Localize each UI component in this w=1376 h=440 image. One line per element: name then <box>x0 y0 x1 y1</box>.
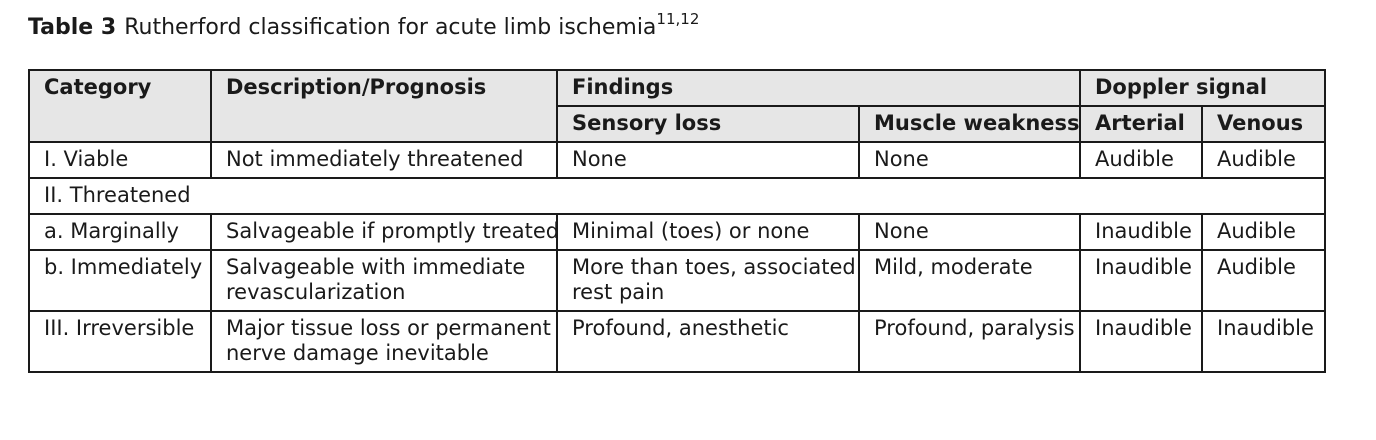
reference-superscript: 11,12 <box>656 10 700 28</box>
rutherford-classification-table <box>28 69 1326 373</box>
cell-description: Salvageable if promptly treated <box>211 214 557 250</box>
cell-muscle-weakness: Profound, paralysis <box>859 311 1080 372</box>
cell-muscle-weakness: Mild, moderate <box>859 250 1080 311</box>
cell-line: Major tissue loss or permanent <box>226 316 551 340</box>
header-sensory-loss: Sensory loss <box>557 106 859 142</box>
cell-line: Salvageable with immediate <box>226 255 526 279</box>
cell-line: nerve damage inevitable <box>226 341 489 365</box>
cell-sensory-loss <box>557 250 859 311</box>
cell-category: I. Viable <box>29 142 211 178</box>
cell-sensory-loss: Minimal (toes) or none <box>557 214 859 250</box>
cell-venous: Audible <box>1202 142 1325 178</box>
cell-arterial: Inaudible <box>1080 250 1202 311</box>
table-row-viable <box>29 142 1325 178</box>
table-header <box>29 70 1325 142</box>
header-row-top <box>29 70 1325 106</box>
table-row-immediately <box>29 250 1325 311</box>
table-row-irreversible <box>29 311 1325 372</box>
cell-venous: Audible <box>1202 250 1325 311</box>
cell-line: rest pain <box>572 280 665 304</box>
cell-sensory-loss: Profound, anesthetic <box>557 311 859 372</box>
cell-description: Not immediately threatened <box>211 142 557 178</box>
cell-category: a. Marginally <box>29 214 211 250</box>
cell-line: revascularization <box>226 280 406 304</box>
table-body <box>29 142 1325 372</box>
cell-muscle-weakness: None <box>859 214 1080 250</box>
header-description: Description/Prognosis <box>211 70 557 142</box>
table-row-threatened-group <box>29 178 1325 214</box>
header-muscle-weakness: Muscle weakness <box>859 106 1080 142</box>
cell-sensory-loss: None <box>557 142 859 178</box>
table-label: Table 3 <box>28 15 117 40</box>
cell-venous: Audible <box>1202 214 1325 250</box>
header-findings: Findings <box>557 70 1080 106</box>
header-category: Category <box>29 70 211 142</box>
header-venous: Venous <box>1202 106 1325 142</box>
cell-description <box>211 311 557 372</box>
cell-group-label: II. Threatened <box>29 178 1325 214</box>
cell-category: III. Irreversible <box>29 311 211 372</box>
table-caption <box>28 10 700 42</box>
header-doppler-signal: Doppler signal <box>1080 70 1325 106</box>
cell-venous: Inaudible <box>1202 311 1325 372</box>
cell-muscle-weakness: None <box>859 142 1080 178</box>
cell-line: More than toes, associated <box>572 255 856 279</box>
cell-arterial: Inaudible <box>1080 311 1202 372</box>
cell-arterial: Inaudible <box>1080 214 1202 250</box>
table-row-marginally <box>29 214 1325 250</box>
table-title: Rutherford classification for acute limb ischemia <box>124 15 657 40</box>
cell-description <box>211 250 557 311</box>
cell-category: b. Immediately <box>29 250 211 311</box>
cell-arterial: Audible <box>1080 142 1202 178</box>
header-arterial: Arterial <box>1080 106 1202 142</box>
